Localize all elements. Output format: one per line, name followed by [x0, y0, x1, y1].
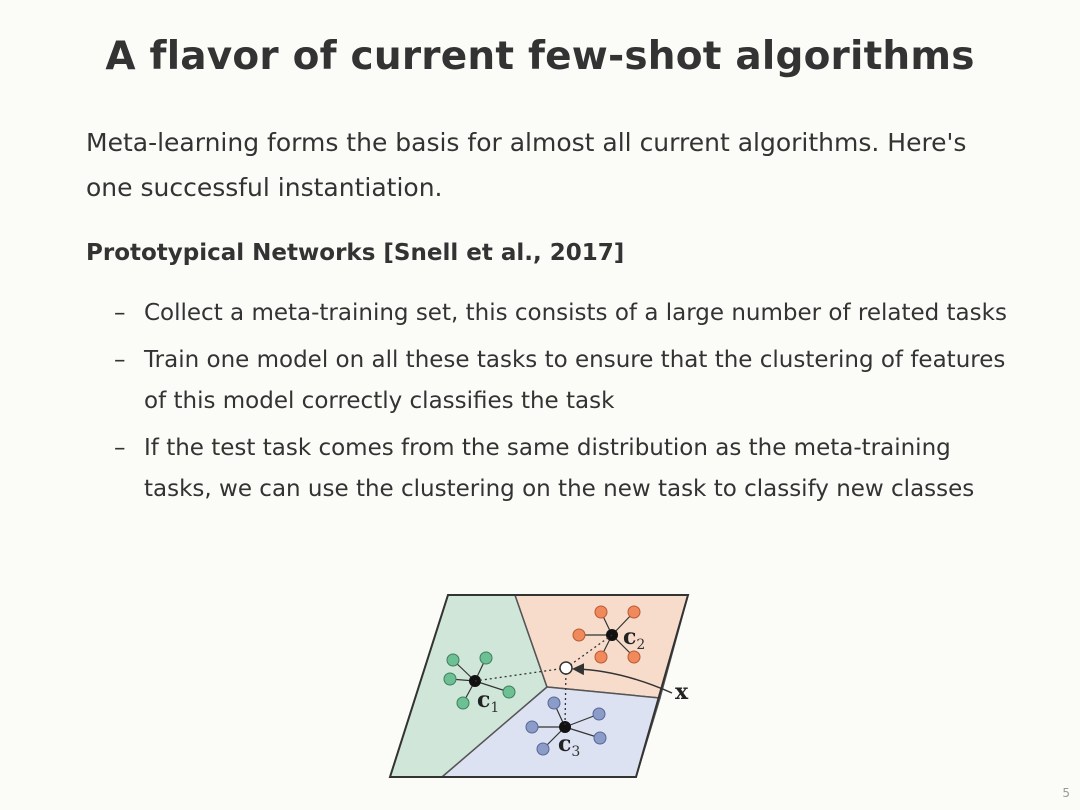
bullet-item [110, 293, 1010, 334]
support-point [548, 697, 560, 709]
bullet-list [110, 293, 1010, 516]
slide-number: 5 [1062, 786, 1070, 800]
bullet-marker: – [114, 300, 126, 326]
support-point [628, 606, 640, 618]
support-point [480, 652, 492, 664]
slide-title: A flavor of current few-shot algorithms [105, 34, 975, 79]
support-point [537, 743, 549, 755]
support-point [595, 651, 607, 663]
support-point [447, 654, 459, 666]
support-point [595, 606, 607, 618]
bullet-text: Train one model on all these tasks to ensure that the clustering of features of this model correctly classifies the task [144, 347, 1006, 414]
bullet-marker: – [114, 435, 126, 461]
prototype-label-c1: $c_1$ [477, 687, 500, 716]
prototype-label-c2: $c_2$ [623, 624, 646, 653]
section-heading: Prototypical Networks [Snell et al., 2017] [86, 240, 625, 266]
support-point [503, 686, 515, 698]
support-point [573, 629, 585, 641]
prototype-label-c3: $c_3$ [558, 731, 581, 760]
bullet-text: Collect a meta-training set, this consists of a large number of related tasks [144, 300, 1007, 326]
support-point [444, 673, 456, 685]
support-point [457, 697, 469, 709]
bullet-item [110, 428, 1010, 510]
bullet-text: If the test task comes from the same distribution as the meta-training tasks, we can use the clustering on the new task to classify new classes [144, 435, 975, 502]
support-point [526, 721, 538, 733]
support-point [593, 708, 605, 720]
bullet-marker: – [114, 347, 126, 373]
prototypical-networks-diagram [380, 585, 700, 785]
query-point [560, 662, 572, 674]
support-point [594, 732, 606, 744]
intro-text: Meta-learning forms the basis for almost all current algorithms. Here's one successful instantiation. [86, 128, 967, 202]
bullet-item [110, 340, 1010, 422]
query-label: x [675, 679, 689, 705]
